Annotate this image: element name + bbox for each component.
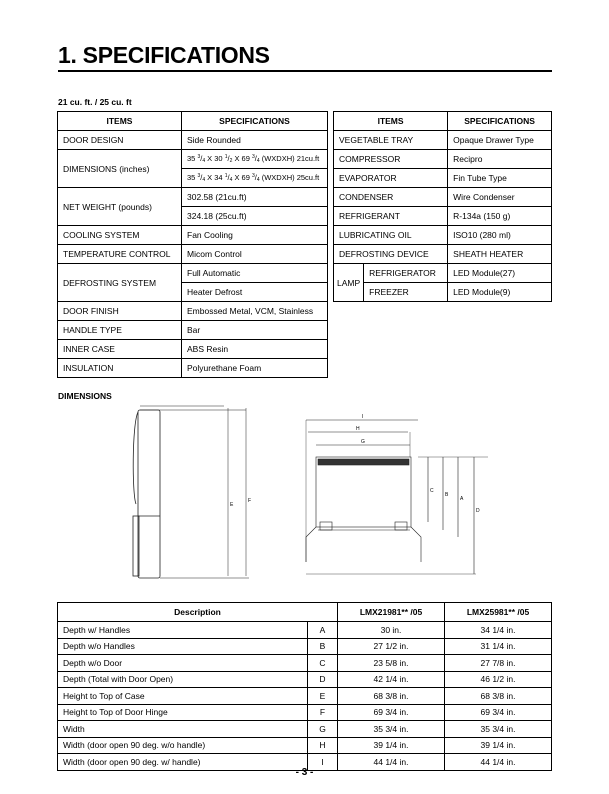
table-row: [58, 340, 328, 359]
row-value-model-1: 42 1/4 in.: [338, 671, 445, 688]
row-description: Width (door open 90 deg. w/o handle): [58, 737, 308, 754]
label-d: D: [476, 508, 480, 514]
frac-num: 1: [224, 173, 228, 179]
frac-num: 1: [224, 154, 228, 160]
dim-suffix: (WXDXH) 25cu.ft: [261, 173, 320, 182]
spec-item: NET WEIGHT (pounds): [58, 188, 182, 226]
row-description: Depth (Total with Door Open): [58, 671, 308, 688]
spec-value: R-134a (150 g): [448, 207, 552, 226]
row-letter: F: [308, 704, 338, 721]
row-letter: A: [308, 622, 338, 639]
label-a: A: [460, 496, 464, 502]
spec-value: 35 $^3/_4$ X 30 $^1/_2$ X 69 $^3/_4$ (WXDXH) 21cu.ft: [182, 150, 328, 169]
label-i: I: [362, 414, 364, 420]
table-row: [58, 226, 328, 245]
row-letter: E: [308, 688, 338, 705]
spec-value: 35 $^3/_4$ X 34 $^1/_4$ X 69 $^3/_4$ (WXDXH) 25cu.ft: [182, 169, 328, 188]
header-model-2: LMX25981** /05: [445, 603, 552, 622]
header-description: Description: [58, 603, 338, 622]
row-value-model-2: 69 3/4 in.: [445, 704, 552, 721]
door-handle-curve: [133, 412, 138, 504]
spec-item: DEFROSTING DEVICE: [334, 245, 448, 264]
spec-item: DOOR FINISH: [58, 302, 182, 321]
spec-value: Opaque Drawer Type: [448, 131, 552, 150]
table-row: [58, 359, 328, 378]
row-letter: C: [308, 655, 338, 672]
table-row: [334, 207, 552, 226]
table-row: [58, 721, 552, 738]
spec-item: VEGETABLE TRAY: [334, 131, 448, 150]
frac-den: 4: [202, 158, 206, 164]
fridge-body-outline: [138, 410, 160, 578]
frac-num: 3: [197, 154, 201, 160]
spec-item: TEMPERATURE CONTROL: [58, 245, 182, 264]
dim-h: 69: [241, 173, 250, 182]
spec-item: DOOR DESIGN: [58, 131, 182, 150]
spec-value: ISO10 (280 ml): [448, 226, 552, 245]
spec-value: LED Module(9): [448, 283, 552, 302]
spec-value: Full Automatic: [182, 264, 328, 283]
row-value-model-2: 35 3/4 in.: [445, 721, 552, 738]
header-model-1: LMX21981** /05: [338, 603, 445, 622]
row-value-model-1: 35 3/4 in.: [338, 721, 445, 738]
spec-item: HANDLE TYPE: [58, 321, 182, 340]
spec-value: LED Module(27): [448, 264, 552, 283]
row-value-model-2: 39 1/4 in.: [445, 737, 552, 754]
header-items: ITEMS: [58, 112, 182, 131]
spec-item: INSULATION: [58, 359, 182, 378]
spec-value: Bar: [182, 321, 328, 340]
table-row: [58, 150, 328, 169]
spec-value: Embossed Metal, VCM, Stainless: [182, 302, 328, 321]
row-letter: B: [308, 638, 338, 655]
table-row: [334, 245, 552, 264]
spec-value: SHEATH HEATER: [448, 245, 552, 264]
spec-item: LUBRICATING OIL: [334, 226, 448, 245]
spec-value: Polyurethane Foam: [182, 359, 328, 378]
frac-den: 4: [229, 177, 233, 183]
row-description: Depth w/ Handles: [58, 622, 308, 639]
header-specifications: SPECIFICATIONS: [182, 112, 328, 131]
row-description: Width: [58, 721, 308, 738]
spec-value: 302.58 (21cu.ft): [182, 188, 328, 207]
spec-value: ABS Resin: [182, 340, 328, 359]
table-row: [334, 169, 552, 188]
row-value-model-1: 69 3/4 in.: [338, 704, 445, 721]
label-c: C: [430, 488, 434, 494]
spec-item: INNER CASE: [58, 340, 182, 359]
frac-num: 3: [251, 173, 255, 179]
capacity-label: 21 cu. ft. / 25 cu. ft: [58, 97, 132, 107]
open-door-outline: [306, 527, 421, 562]
label-h: H: [356, 426, 360, 432]
title-divider: [58, 70, 552, 72]
table-row: [58, 655, 552, 672]
table-row: [334, 226, 552, 245]
row-letter: G: [308, 721, 338, 738]
label-f: F: [248, 498, 252, 504]
spec-subitem: FREEZER: [364, 283, 448, 302]
spec-item: COMPRESSOR: [334, 150, 448, 169]
table-row: [58, 264, 328, 283]
row-value-model-1: 44 1/4 in.: [338, 754, 445, 771]
spec-item: LAMP: [334, 264, 364, 302]
dimensions-table: [57, 602, 552, 771]
label-g: G: [361, 439, 365, 445]
table-row: [58, 321, 328, 340]
spec-value: Heater Defrost: [182, 283, 328, 302]
table-row: [58, 737, 552, 754]
table-row: [334, 188, 552, 207]
cabinet-top-edge: [318, 459, 409, 465]
row-letter: H: [308, 737, 338, 754]
spec-item: DEFROSTING SYSTEM: [58, 264, 182, 302]
row-value-model-1: 23 5/8 in.: [338, 655, 445, 672]
table-row: [334, 131, 552, 150]
table-row: [334, 264, 552, 283]
table-row: [58, 704, 552, 721]
row-description: Height to Top of Door Hinge: [58, 704, 308, 721]
frac-num: 3: [197, 173, 201, 179]
header-specifications: SPECIFICATIONS: [448, 112, 552, 131]
table-header-row: [58, 112, 328, 131]
frac-num: 3: [251, 154, 255, 160]
spec-table-right: [333, 111, 552, 302]
table-row: [58, 245, 328, 264]
row-value-model-1: 68 3/8 in.: [338, 688, 445, 705]
spec-value: 324.18 (25cu.ft): [182, 207, 328, 226]
table-row: [58, 131, 328, 150]
spec-value: Fin Tube Type: [448, 169, 552, 188]
spec-value: Micom Control: [182, 245, 328, 264]
row-value-model-2: 27 7/8 in.: [445, 655, 552, 672]
spec-item: DIMENSIONS (inches): [58, 150, 182, 188]
table-row: [58, 671, 552, 688]
frac-den: 2: [229, 158, 233, 164]
row-description: Width (door open 90 deg. w/ handle): [58, 754, 308, 771]
table-row: [58, 688, 552, 705]
spec-item: REFRIGERANT: [334, 207, 448, 226]
hinge-right: [395, 522, 407, 530]
row-letter: D: [308, 671, 338, 688]
dim-suffix: (WXDXH) 21cu.ft: [261, 154, 320, 163]
row-letter: I: [308, 754, 338, 771]
dim-d: 34: [214, 173, 223, 182]
table-row: [334, 150, 552, 169]
header-items: ITEMS: [334, 112, 448, 131]
row-description: Depth w/o Handles: [58, 638, 308, 655]
spec-item: EVAPORATOR: [334, 169, 448, 188]
spec-item: COOLING SYSTEM: [58, 226, 182, 245]
row-value-model-2: 31 1/4 in.: [445, 638, 552, 655]
refrigerator-side-view-figure: [124, 404, 274, 584]
row-value-model-1: 30 in.: [338, 622, 445, 639]
hinge-left: [320, 522, 332, 530]
label-e: E: [230, 502, 234, 508]
table-row: [334, 283, 552, 302]
frac-den: 4: [202, 177, 206, 183]
page-number: - 3 -: [295, 767, 314, 778]
spec-table-left: [57, 111, 328, 378]
table-row: [58, 188, 328, 207]
table-header-row: [58, 603, 552, 622]
dim-d: 30: [214, 154, 223, 163]
row-value-model-2: 68 3/8 in.: [445, 688, 552, 705]
row-value-model-1: 39 1/4 in.: [338, 737, 445, 754]
row-value-model-2: 44 1/4 in.: [445, 754, 552, 771]
spec-value: Wire Condenser: [448, 188, 552, 207]
spec-subitem: REFRIGERATOR: [364, 264, 448, 283]
page-title: 1. SPECIFICATIONS: [58, 42, 270, 68]
label-b: B: [445, 492, 449, 498]
dim-h: 69: [241, 154, 250, 163]
cabinet-top-outline: [316, 457, 411, 527]
row-value-model-1: 27 1/2 in.: [338, 638, 445, 655]
dimensions-heading: DIMENSIONS: [58, 391, 112, 401]
row-description: Height to Top of Case: [58, 688, 308, 705]
table-row: [58, 302, 328, 321]
row-description: Depth w/o Door: [58, 655, 308, 672]
spec-value: Fan Cooling: [182, 226, 328, 245]
table-row: [58, 638, 552, 655]
frac-den: 4: [256, 177, 260, 183]
dim-w: 35: [187, 173, 196, 182]
refrigerator-top-view-figure: [298, 412, 498, 582]
row-value-model-2: 46 1/2 in.: [445, 671, 552, 688]
dim-w: 35: [187, 154, 196, 163]
spec-value: Recipro: [448, 150, 552, 169]
table-header-row: [334, 112, 552, 131]
frac-den: 4: [256, 158, 260, 164]
table-row: [58, 622, 552, 639]
spec-value: Side Rounded: [182, 131, 328, 150]
row-value-model-2: 34 1/4 in.: [445, 622, 552, 639]
spec-item: CONDENSER: [334, 188, 448, 207]
